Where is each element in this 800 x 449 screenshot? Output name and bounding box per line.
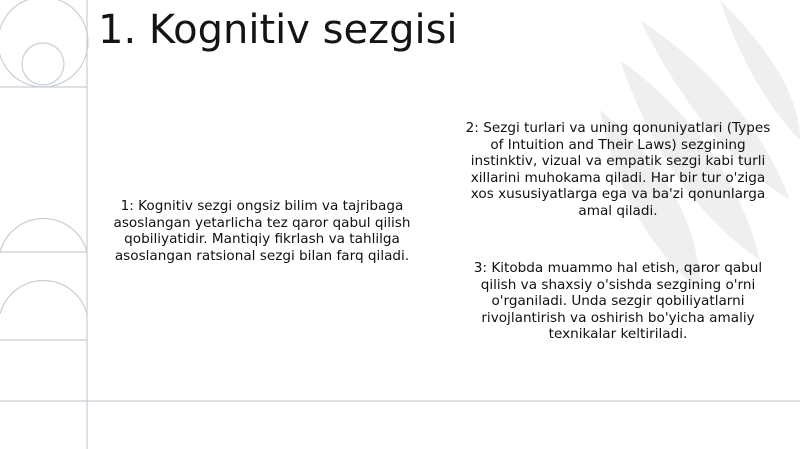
paragraph-2: 2: Sezgi turlari va uning qonuniyatlari (Types of Intuition and Their Laws) sezgining instinktiv, vizual va empatik sezgi kabi turli xillarini muhokama qiladi. Har bir tur o'ziga xos xususiyatlarga ega va ba'zi qonunlarga amal qiladi. bbox=[465, 120, 771, 219]
arch-outline-2 bbox=[0, 281, 87, 314]
paragraph-3: 3: Kitobda muammo hal etish, qaror qabul qilish va shaxsiy o'sishda sezgining o'rni o'rganiladi. Unda sezgir qobiliyatlarni rivojlantirish va oshirish bo'yicha amaliy texnikalar keltiriladi. bbox=[473, 260, 763, 343]
paragraph-1: 1: Kognitiv sezgi ongsiz bilim va tajribaga asoslangan yetarlicha tez qaror qabul qilish qobiliyatidir. Mantiqiy fikrlash va tahlilga asoslangan ratsional sezgi bilan farq qiladi. bbox=[113, 198, 411, 264]
arch-outline-1 bbox=[0, 219, 87, 252]
top-small-circle-outline bbox=[22, 43, 64, 85]
slide-title: 1. Kognitiv sezgisi bbox=[98, 7, 458, 53]
